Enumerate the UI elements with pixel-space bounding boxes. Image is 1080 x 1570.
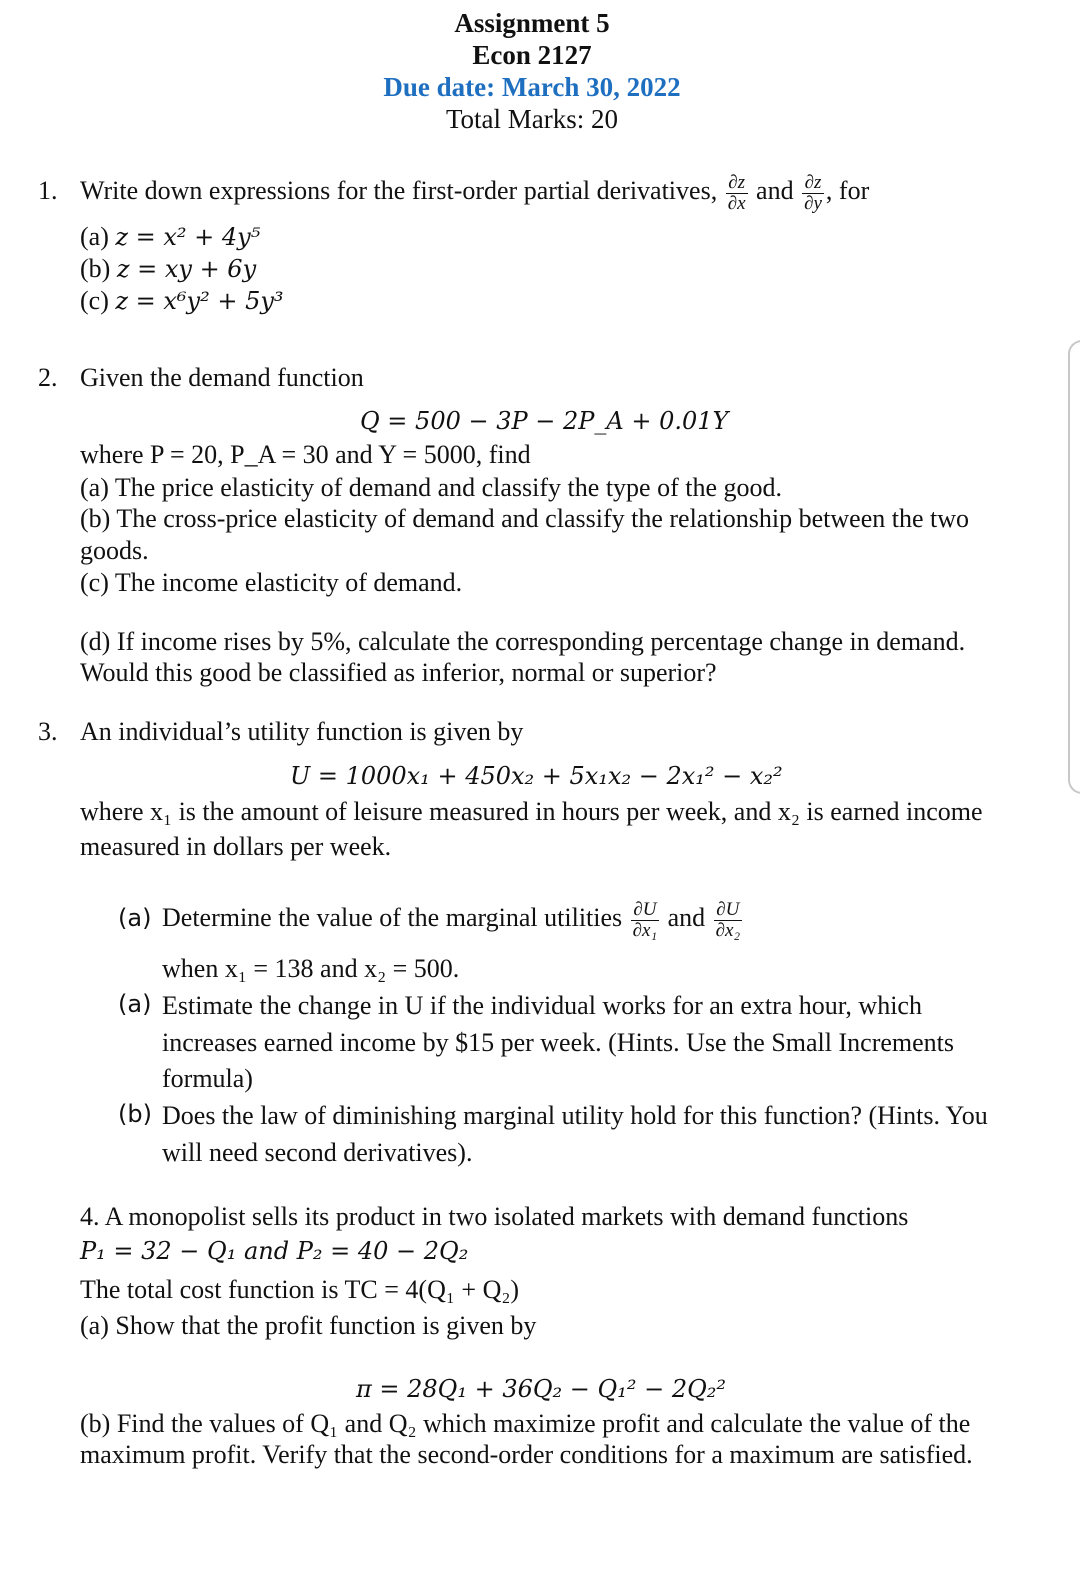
q2-part-d-line2: Would this good be classified as inferior, normal or superior? <box>80 658 717 687</box>
q3-part-a-line <box>162 890 744 946</box>
q3-where-line2: measured in dollars per week. <box>80 832 392 861</box>
q3-utility-equation: U = 1000x₁ + 450x₂ + 5x₁x₂ − 2x₁² − x₂² <box>290 762 783 790</box>
q3-part-b-line3: formula) <box>162 1064 253 1093</box>
q3-part-b-line2: increases earned income by $15 per week. (Hints. Use the Small Increments <box>162 1028 955 1057</box>
q3-number: 3. <box>38 717 58 746</box>
total-marks: Total Marks: 20 <box>445 104 619 134</box>
q4-intro: 4. A monopolist sells its product in two isolated markets with demand functions <box>80 1202 909 1231</box>
q1-dzdy-num: ∂z <box>802 173 824 194</box>
q1-part-b-label: (b) <box>80 254 111 283</box>
q1-dz-dx-fraction <box>726 173 748 214</box>
assignment-title: Assignment 5 <box>454 8 610 38</box>
q2-part-c: (c) The income elasticity of demand. <box>80 568 463 597</box>
q1-part-a <box>80 222 260 252</box>
q2-part-b-line1: (b) The cross-price elasticity of demand and classify the relationship between the two <box>80 504 970 533</box>
q2-demand-equation: Q = 500 − 3P − 2P_A + 0.01Y <box>360 407 729 435</box>
q3-part-c-line2: will need second derivatives). <box>162 1138 473 1167</box>
q1-part-c <box>80 286 284 316</box>
q4-part-b-line1: (b) Find the values of Q₁ and Q₂ which maximize profit and calculate the value of the <box>80 1409 971 1438</box>
q1-intro-line <box>80 162 869 220</box>
q4-profit-function: π = 28Q₁ + 36Q₂ − Q₁² − 2Q₂² <box>356 1375 727 1403</box>
q3-part-a-label: (a) <box>118 904 152 932</box>
side-scroll-bracket <box>1068 340 1080 794</box>
q1-number: 1. <box>38 176 58 205</box>
q1-dz-dy-fraction <box>802 173 824 214</box>
q1-comma: , <box>825 176 833 205</box>
q1-part-c-expr: z = x⁶y² + 5y³ <box>115 287 284 315</box>
q3-part-b-label: (a) <box>118 990 152 1018</box>
course-code: Econ 2127 <box>472 40 592 70</box>
q1-and: and <box>756 176 794 205</box>
q3-part-a-and: and <box>667 903 706 932</box>
q1-dzdy-den: ∂y <box>804 192 822 214</box>
q3-part-a-text: Determine the value of the marginal utilities <box>162 903 623 932</box>
q3-part-c-label: (b) <box>118 1100 152 1128</box>
q1-part-b <box>80 254 256 284</box>
q3-intro: An individual’s utility function is given by <box>80 717 524 746</box>
q1-part-a-label: (a) <box>80 222 109 251</box>
q1-part-c-label: (c) <box>80 286 109 315</box>
q2-intro: Given the demand function <box>80 363 364 392</box>
q4-demand-functions: P₁ = 32 − Q₁ and P₂ = 40 − 2Q₂ <box>80 1237 469 1265</box>
q3-du-dx1-fraction <box>631 900 659 941</box>
q1-dzdx-den: ∂x <box>727 192 746 214</box>
q3-du-dx2-num: ∂U <box>714 900 742 921</box>
q3-du-dx2-fraction <box>714 900 742 941</box>
q1-for: for <box>838 176 870 205</box>
q3-part-c-line1: Does the law of diminishing marginal utility hold for this function? (Hints. You <box>162 1101 988 1130</box>
q3-du-dx2-den: ∂x₂ <box>715 919 741 941</box>
q3-du-dx1-den: ∂x₁ <box>632 919 658 941</box>
due-date: Due date: March 30, 2022 <box>383 72 681 102</box>
q4-cost-function: The total cost function is TC = 4(Q₁ + Q₂) <box>80 1275 520 1304</box>
q2-part-d-line1: (d) If income rises by 5%, calculate the corresponding percentage change in demand. <box>80 627 966 656</box>
q4-part-b-line2: maximum profit. Verify that the second-order conditions for a maximum are satisfied. <box>80 1440 973 1469</box>
q1-dzdx-num: ∂z <box>726 173 748 194</box>
q1-part-a-expr: z = x² + 4y⁵ <box>115 223 261 251</box>
q4-part-a: (a) Show that the profit function is given by <box>80 1311 537 1340</box>
q1-intro: Write down expressions for the first-order partial derivatives, <box>80 176 718 205</box>
q2-number: 2. <box>38 363 58 392</box>
q3-where-line1: where x₁ is the amount of leisure measured in hours per week, and x₂ is earned income <box>80 797 983 826</box>
q3-du-dx1-num: ∂U <box>631 900 659 921</box>
q3-part-a-when: when x₁ = 138 and x₂ = 500. <box>162 954 460 983</box>
q3-part-b-line1: Estimate the change in U if the individual works for an extra hour, which <box>162 991 922 1020</box>
q1-part-b-expr: z = xy + 6y <box>116 255 257 283</box>
q2-where-line: where P = 20, P_A = 30 and Y = 5000, find <box>80 440 531 469</box>
q2-part-a: (a) The price elasticity of demand and classify the type of the good. <box>80 473 782 502</box>
q2-part-b-line2: goods. <box>80 536 149 565</box>
